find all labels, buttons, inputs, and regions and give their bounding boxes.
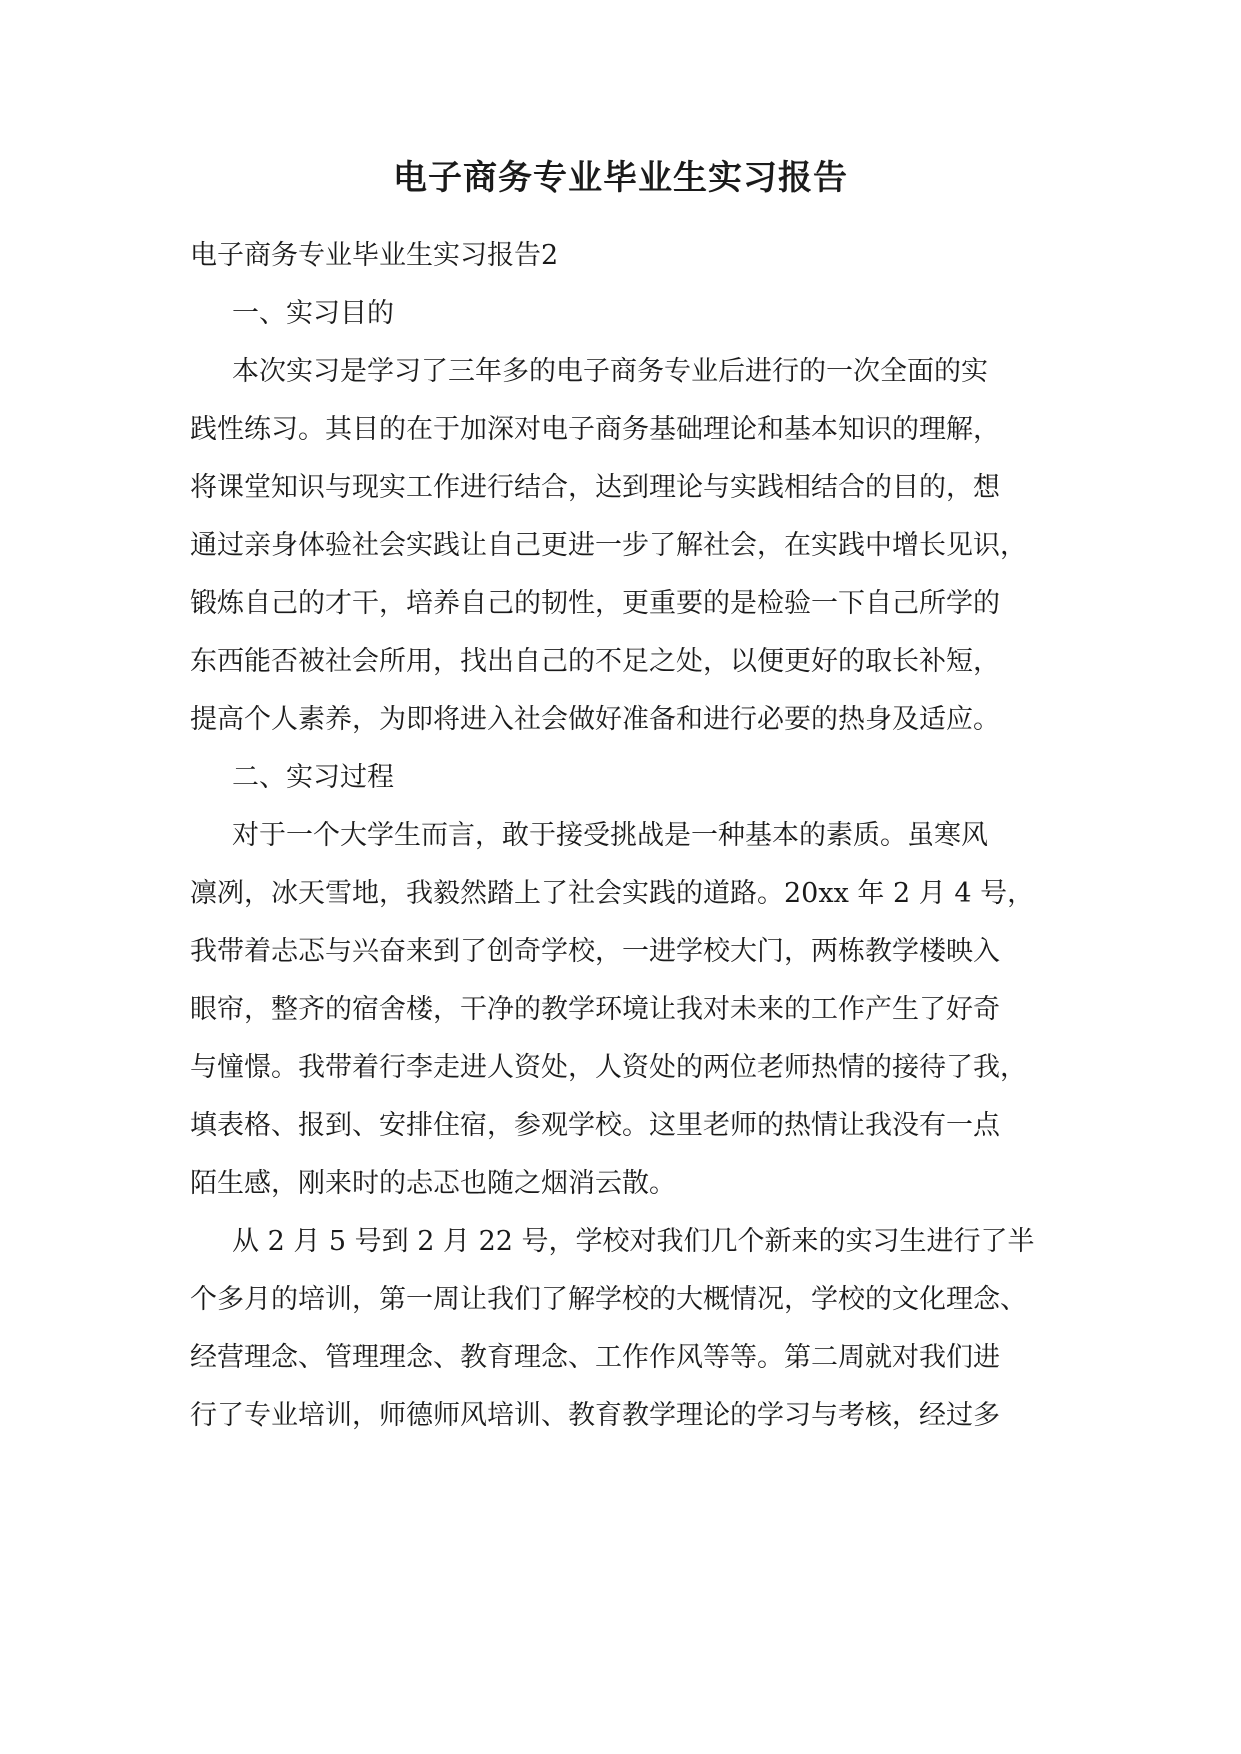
paragraph-line: 经营理念、管理理念、教育理念、工作作风等等。第二周就对我们进 [190,1342,1000,1373]
paragraph-line: 填表格、报到、安排住宿，参观学校。这里老师的热情让我没有一点 [190,1110,1000,1141]
report-subtitle: 电子商务专业毕业生实习报告2 [190,240,559,271]
paragraph-line: 陌生感，刚来时的忐忑也随之烟消云散。 [190,1168,676,1199]
paragraph-line: 践性练习。其目的在于加深对电子商务基础理论和基本知识的理解， [190,414,1000,445]
paragraph-line: 眼帘，整齐的宿舍楼，干净的教学环境让我对未来的工作产生了好奇 [190,994,1000,1025]
paragraph-line: 行了专业培训，师德师风培训、教育教学理论的学习与考核，经过多 [190,1400,1000,1431]
section-heading-process: 二、实习过程 [232,762,394,793]
paragraph-line: 将课堂知识与现实工作进行结合，达到理论与实践相结合的目的，想 [190,472,1000,503]
paragraph-line: 通过亲身体验社会实践让自己更进一步了解社会，在实践中增长见识， [190,530,1027,561]
section-heading-purpose: 一、实习目的 [232,298,394,329]
paragraph-line: 本次实习是学习了三年多的电子商务专业后进行的一次全面的实 [232,356,988,387]
document-title: 电子商务专业毕业生实习报告 [393,158,848,198]
paragraph-line: 对于一个大学生而言，敢于接受挑战是一种基本的素质。虽寒风 [232,820,988,851]
paragraph-line: 锻炼自己的才干，培养自己的韧性，更重要的是检验一下自己所学的 [190,588,1000,619]
paragraph-line: 东西能否被社会所用，找出自己的不足之处，以便更好的取长补短， [190,646,1000,677]
paragraph-line: 与憧憬。我带着行李走进人资处，人资处的两位老师热情的接待了我， [190,1052,1027,1083]
paragraph-line: 从 2 月 5 号到 2 月 22 号，学校对我们几个新来的实习生进行了半 [232,1226,1035,1257]
paragraph-line: 凛冽，冰天雪地，我毅然踏上了社会实践的道路。20xx 年 2 月 4 号， [190,878,1035,909]
document-body [190,227,1056,1445]
paragraph-line: 个多月的培训，第一周让我们了解学校的大概情况，学校的文化理念、 [190,1284,1027,1315]
paragraph-line: 我带着忐忑与兴奋来到了创奇学校，一进学校大门，两栋教学楼映入 [190,936,1000,967]
paragraph-line: 提高个人素养，为即将进入社会做好准备和进行必要的热身及适应。 [190,704,1000,735]
